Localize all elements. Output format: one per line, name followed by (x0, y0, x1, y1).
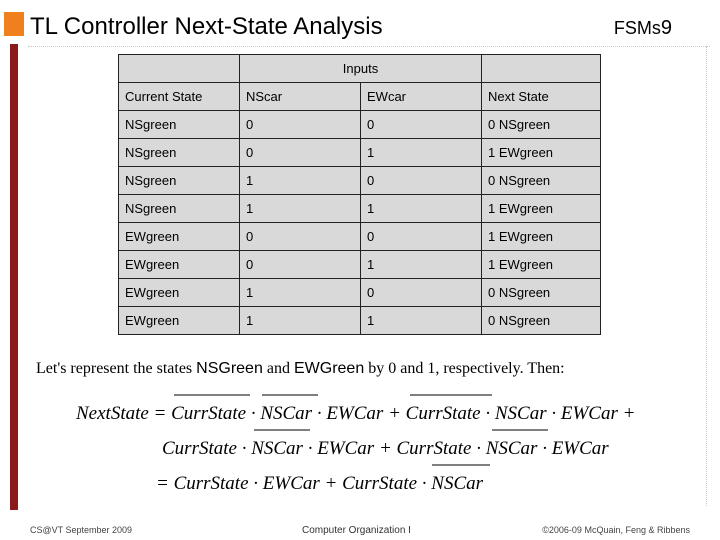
column-header: Next State (482, 83, 601, 111)
cell-nscar: 0 (240, 251, 361, 279)
table-row (119, 195, 601, 223)
cell-next-state: 0 NSgreen (482, 307, 601, 335)
cell-ewcar: 0 (361, 223, 482, 251)
cell-nscar: 1 (240, 307, 361, 335)
equation-line-2: CurrState · NSCar · EWCar + CurrState · NSCar · EWCar (162, 438, 609, 459)
caption-part2: and (262, 360, 294, 377)
cell-ewcar: 1 (361, 195, 482, 223)
cell-next-state: 1 EWgreen (482, 251, 601, 279)
cell-next-state: 0 NSgreen (482, 167, 601, 195)
table-row (119, 139, 601, 167)
cell-ewcar: 0 (361, 167, 482, 195)
caption (36, 358, 565, 380)
table-row (119, 167, 601, 195)
caption-part1: Let's represent the states (36, 360, 197, 377)
footer-right: ©2006-09 McQuain, Feng & Ribbens (542, 525, 690, 535)
cell-ewcar: 0 (361, 111, 482, 139)
cell-next-state: 1 EWgreen (482, 195, 601, 223)
caption-state-b: EWGreen (293, 360, 365, 377)
cell-next-state: 0 NSgreen (482, 279, 601, 307)
truth-table (118, 54, 601, 335)
cell-ewcar: 1 (361, 139, 482, 167)
cell-current-state: EWgreen (119, 279, 240, 307)
cell-current-state: EWgreen (119, 223, 240, 251)
cell-ewcar: 1 (361, 251, 482, 279)
cell-ewcar: 1 (361, 307, 482, 335)
footer-left: CS@VT September 2009 (30, 525, 133, 535)
cell-next-state: 0 NSgreen (482, 111, 601, 139)
left-accent-bar (10, 44, 18, 510)
right-rule (706, 46, 707, 506)
table-row (119, 307, 601, 335)
logo-square (4, 12, 24, 36)
table-header-row (119, 83, 601, 111)
cell-nscar: 1 (240, 279, 361, 307)
table-corner-right (482, 55, 601, 83)
slide-tag-text: FSMs (613, 18, 661, 38)
cell-current-state: EWgreen (119, 307, 240, 335)
caption-part3: by 0 and 1, respectively. Then: (364, 360, 565, 377)
cell-nscar: 1 (240, 195, 361, 223)
table-row (119, 223, 601, 251)
column-header: Current State (119, 83, 240, 111)
slide-tag (614, 16, 672, 40)
cell-current-state: NSgreen (119, 111, 240, 139)
cell-nscar: 0 (240, 223, 361, 251)
cell-current-state: EWgreen (119, 251, 240, 279)
table-corner (119, 55, 240, 83)
boolean-equation (60, 390, 660, 500)
caption-state-a: NSGreen (196, 360, 263, 377)
cell-current-state: NSgreen (119, 195, 240, 223)
slide-number: 9 (660, 17, 672, 39)
cell-ewcar: 0 (361, 279, 482, 307)
table-row (119, 279, 601, 307)
inputs-header: Inputs (240, 55, 482, 83)
column-header: EWcar (361, 83, 482, 111)
equation-line-1: NextState = CurrState · NSCar · EWCar + CurrState · NSCar · EWCar + (76, 403, 636, 424)
cell-nscar: 0 (240, 111, 361, 139)
cell-nscar: 1 (240, 167, 361, 195)
top-rule (28, 46, 710, 47)
column-header: NScar (240, 83, 361, 111)
cell-current-state: NSgreen (119, 139, 240, 167)
slide-title: TL Controller Next-State Analysis (30, 13, 383, 40)
equation-line-3: = CurrState · EWCar + CurrState · NSCar (156, 473, 484, 494)
cell-next-state: 1 EWgreen (482, 223, 601, 251)
cell-nscar: 0 (240, 139, 361, 167)
cell-next-state: 1 EWgreen (482, 139, 601, 167)
table-row (119, 111, 601, 139)
cell-current-state: NSgreen (119, 167, 240, 195)
table-row (119, 251, 601, 279)
footer-middle: Computer Organization I (302, 525, 411, 536)
